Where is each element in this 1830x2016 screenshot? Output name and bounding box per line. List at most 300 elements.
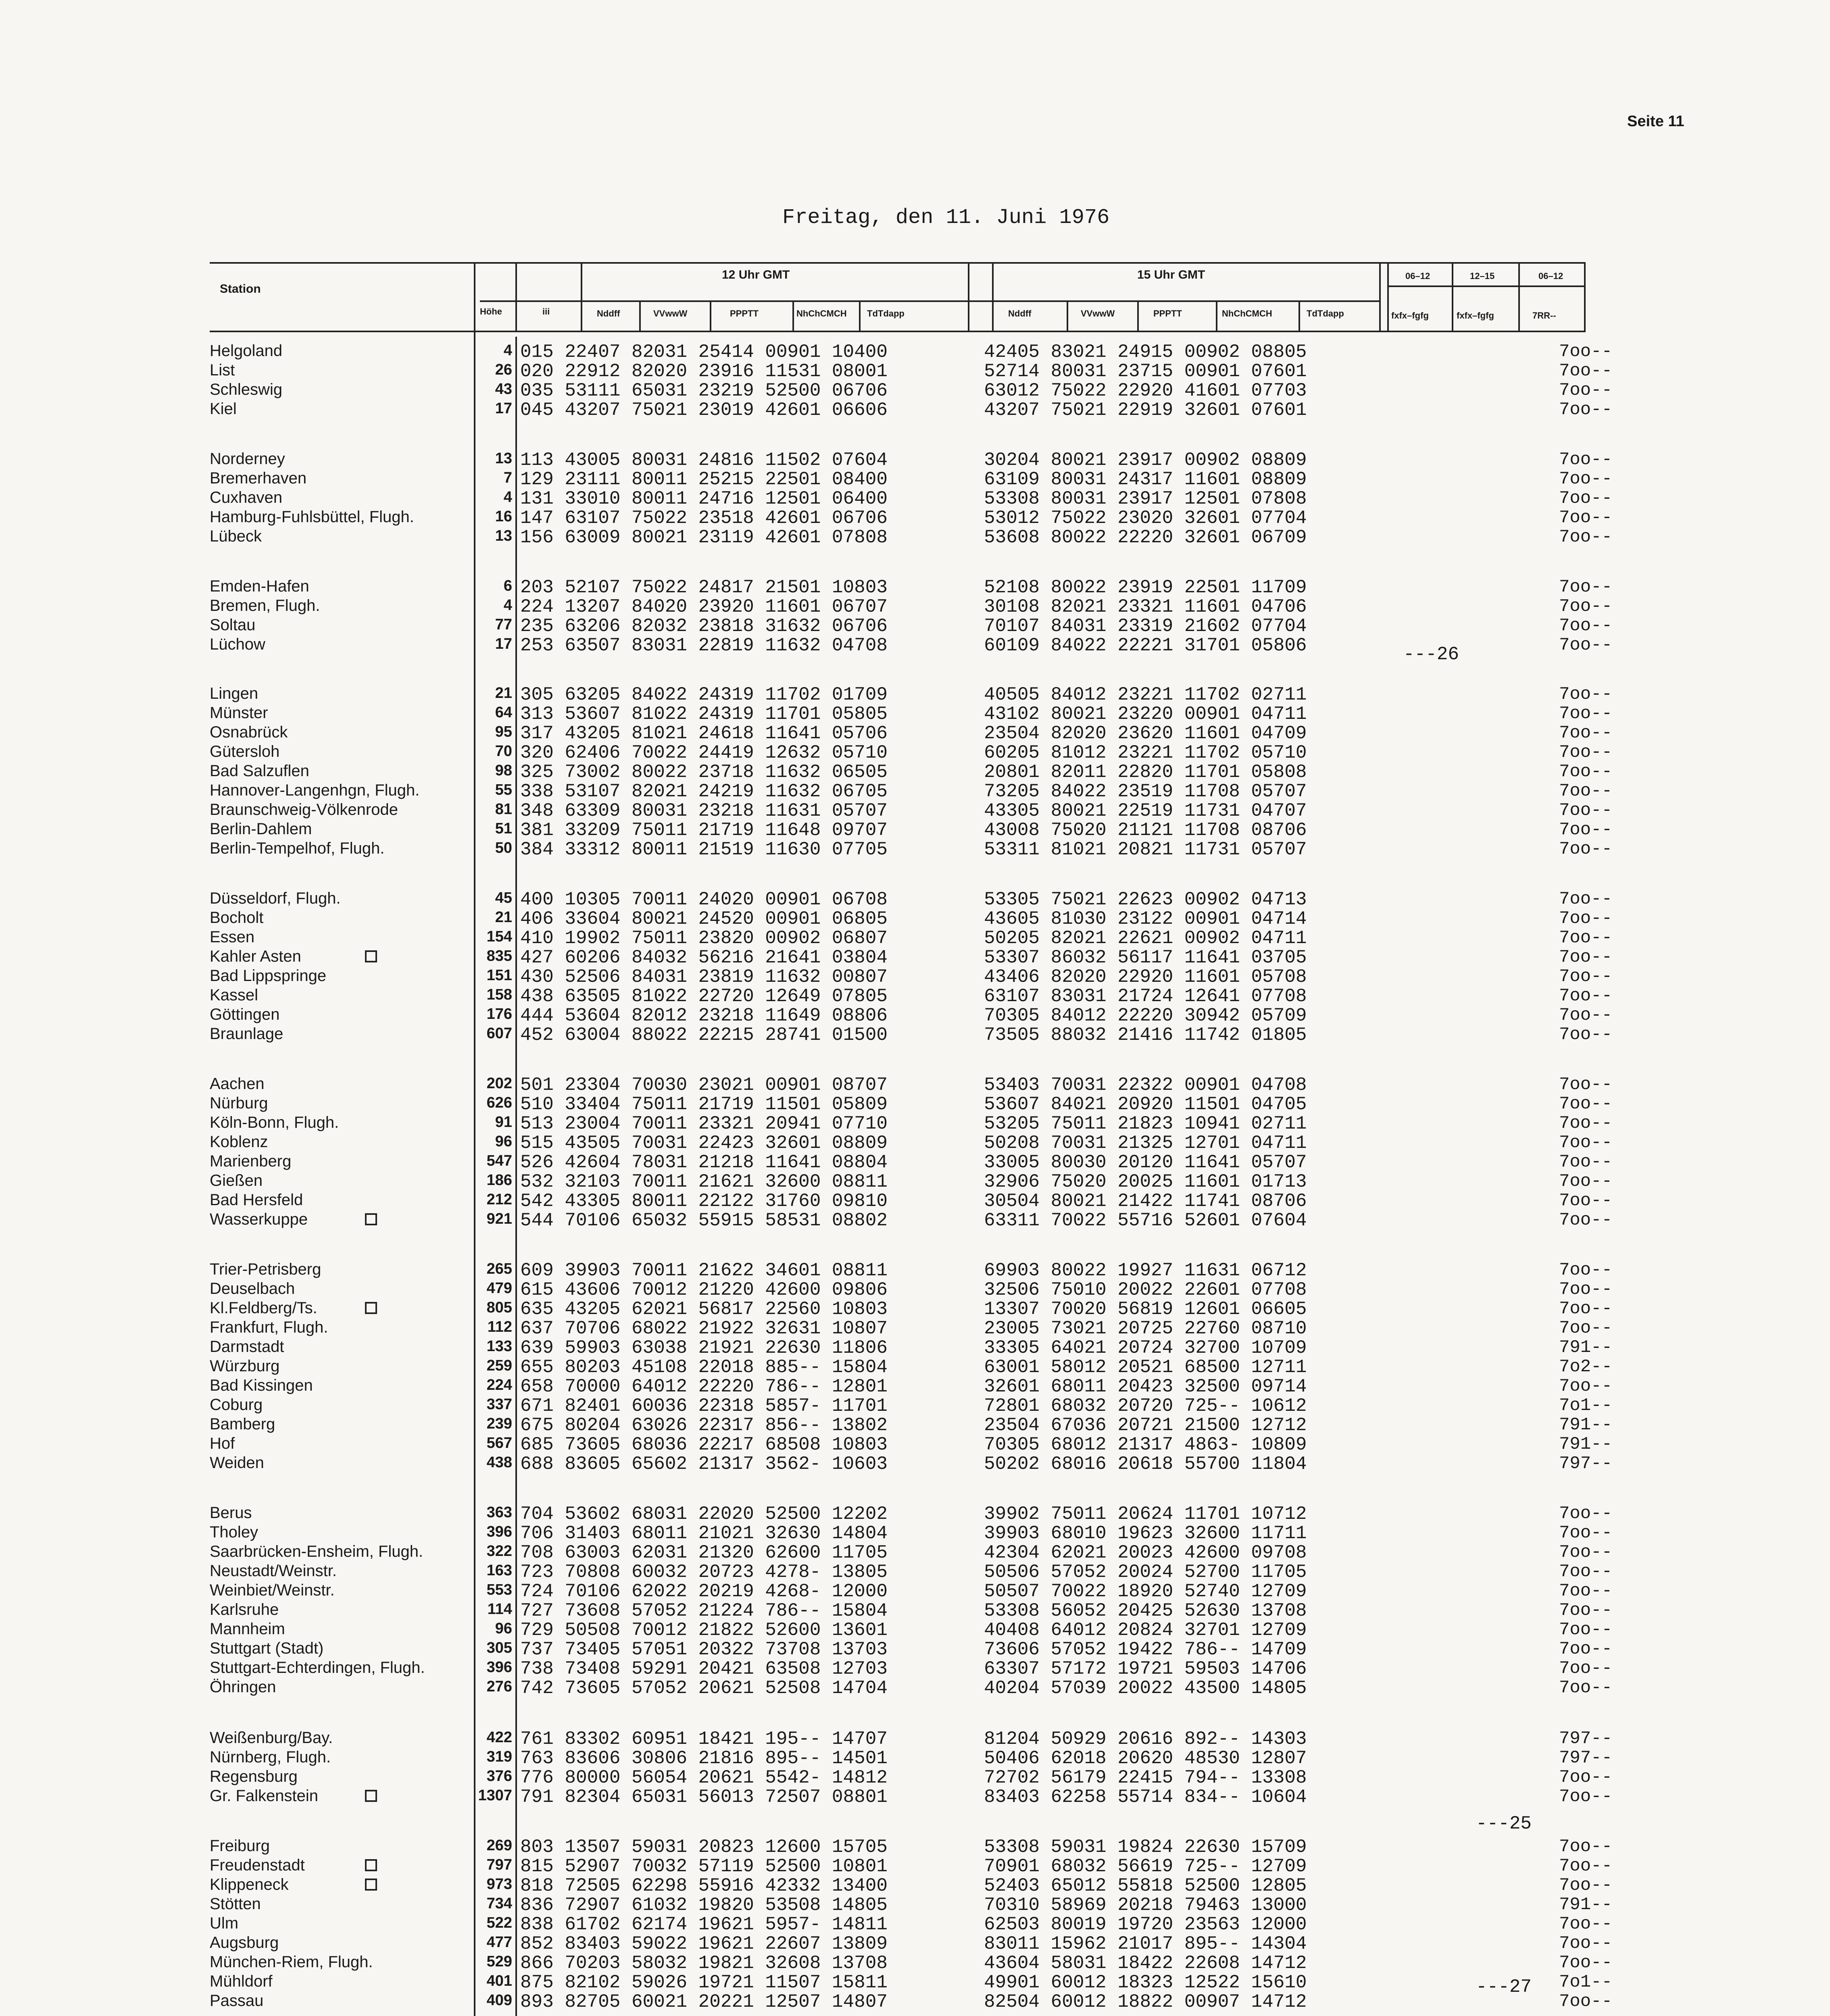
precip-group: 7oo--	[1559, 928, 1612, 948]
col12-nddff: Nddff	[597, 308, 620, 319]
station-name: Weiden	[210, 1454, 264, 1472]
precip-group: 791--	[1559, 1415, 1612, 1435]
precip-group: 7oo--	[1559, 1837, 1612, 1857]
station-height: 95	[495, 723, 512, 740]
station-height: 43	[495, 381, 512, 398]
obs-15-gmt: 50507 70022 18920 52740 12709	[984, 1581, 1307, 1602]
station-name: Osnabrück	[210, 723, 288, 741]
station-name: Gießen	[210, 1172, 263, 1189]
rain-06-12-sub: 7RR--	[1532, 310, 1556, 321]
precip-group: 7oo--	[1559, 616, 1612, 636]
obs-12-gmt: 761 83302 60951 18421 195-- 14707	[520, 1729, 888, 1749]
station-name: Freiburg	[210, 1837, 270, 1855]
station-height: 479	[486, 1280, 512, 1297]
obs-12-gmt: 035 53111 65031 23219 52500 06706	[520, 380, 888, 401]
obs-15-gmt: 63012 75022 22920 41601 07703	[984, 380, 1307, 401]
precip-group: 7oo--	[1559, 1875, 1612, 1895]
station-name: Köln-Bonn, Flugh.	[210, 1114, 339, 1131]
obs-12-gmt: 706 31403 68011 21021 32630 14804	[520, 1523, 888, 1544]
obs-15-gmt: 70305 84012 22220 30942 05709	[984, 1005, 1307, 1026]
station-height: 55	[495, 781, 512, 798]
obs-15-gmt: 39903 68010 19623 32600 11711	[984, 1523, 1307, 1544]
station-name: Gütersloh	[210, 743, 280, 760]
precip-group: 7oo--	[1559, 596, 1612, 616]
obs-15-gmt: 63107 83031 21724 12641 07708	[984, 986, 1307, 1007]
precip-group: 7oo--	[1559, 723, 1612, 743]
rain-06-12-header: 06–12	[1538, 271, 1563, 281]
station-height: 91	[495, 1114, 512, 1131]
station-name: Essen	[210, 928, 255, 946]
obs-12-gmt: 727 73608 57052 21224 786-- 15804	[520, 1600, 888, 1621]
obs-12-gmt: 723 70808 60032 20723 4278- 13805	[520, 1562, 888, 1583]
station-height: 133	[486, 1338, 512, 1355]
obs-15-gmt: 63307 57172 19721 59503 14706	[984, 1658, 1307, 1679]
obs-15-gmt: 13307 70020 56819 12601 06605	[984, 1299, 1307, 1320]
station-name: Lübeck	[210, 527, 262, 545]
station-height: 607	[486, 1025, 512, 1042]
precip-group: 791--	[1559, 1434, 1612, 1454]
station-height: 529	[486, 1953, 512, 1970]
obs-12-gmt: 708 63003 62031 21320 62600 11705	[520, 1542, 888, 1563]
precip-group: 7oo--	[1559, 1318, 1612, 1338]
station-height: 81	[495, 801, 512, 818]
open-square-icon	[365, 1859, 377, 1871]
precip-group: 7oo--	[1559, 1542, 1612, 1562]
obs-12-gmt: 348 63309 80031 23218 11631 05707	[520, 800, 888, 821]
obs-12-gmt: 317 43205 81021 24618 11641 05706	[520, 723, 888, 744]
station-height: 151	[486, 967, 512, 984]
station-height: 835	[486, 948, 512, 964]
obs-12-gmt: 615 43606 70012 21220 42600 09806	[520, 1279, 888, 1300]
station-name: Darmstadt	[210, 1338, 284, 1356]
col15-vvwww: VVwwW	[1081, 308, 1115, 319]
station-height: 734	[486, 1895, 512, 1912]
obs-12-gmt: 313 53607 81022 24319 11701 05805	[520, 704, 888, 725]
obs-12-gmt: 544 70106 65032 55915 58531 08802	[520, 1210, 888, 1231]
station-name: Hamburg-Fuhlsbüttel, Flugh.	[210, 508, 414, 526]
open-square-icon	[365, 1213, 377, 1225]
station-height: 396	[486, 1523, 512, 1540]
station-name: Augsburg	[210, 1934, 279, 1951]
precip-group: 7oo--	[1559, 781, 1612, 801]
precip-group: 7oo--	[1559, 1581, 1612, 1601]
obs-15-gmt: 49901 60012 18323 12522 15610	[984, 1972, 1307, 1993]
station-name: Braunschweig-Völkenrode	[210, 801, 398, 818]
col15-nddff: Nddff	[1008, 308, 1032, 319]
station-height: 319	[486, 1748, 512, 1765]
obs-12-gmt: 203 52107 75022 24817 21501 10803	[520, 577, 888, 598]
obs-12-gmt: 515 43505 70031 22423 32601 08809	[520, 1133, 888, 1154]
station-height: 13	[495, 527, 512, 544]
obs-12-gmt: 729 50508 70012 21822 52600 13601	[520, 1620, 888, 1641]
station-height: 376	[486, 1768, 512, 1785]
precip-group: 7oo--	[1559, 1260, 1612, 1280]
precip-group: 7oo--	[1559, 1113, 1612, 1133]
obs-12-gmt: 305 63205 84022 24319 11702 01709	[520, 684, 888, 705]
precip-group: 7oo--	[1559, 1210, 1612, 1230]
obs-12-gmt: 658 70000 64012 22220 786-- 12801	[520, 1376, 888, 1397]
station-name: Koblenz	[210, 1133, 268, 1151]
precip-group: 7oo--	[1559, 839, 1612, 859]
precip-group: 7o1--	[1559, 1395, 1612, 1416]
obs-12-gmt: 742 73605 57052 20621 52508 14704	[520, 1678, 888, 1699]
obs-15-gmt: 52108 80022 23919 22501 11709	[984, 577, 1307, 598]
obs-12-gmt: 724 70106 62022 20219 4268- 12000	[520, 1581, 888, 1602]
station-name: Karlsruhe	[210, 1601, 279, 1618]
precip-group: 7o2--	[1559, 1357, 1612, 1377]
precip-group: 7oo--	[1559, 1523, 1612, 1543]
station-name: Bremerhaven	[210, 469, 307, 487]
obs-12-gmt: 430 52506 84031 23819 11632 00807	[520, 966, 888, 987]
obs-12-gmt: 738 73408 59291 20421 63508 12703	[520, 1658, 888, 1679]
station-name: Passau	[210, 1992, 264, 2010]
station-height: 322	[486, 1543, 512, 1560]
precip-group: 7oo--	[1559, 742, 1612, 762]
precip-group: 7oo--	[1559, 361, 1612, 381]
obs-15-gmt: 32506 75010 20022 22601 07708	[984, 1279, 1307, 1300]
precip-group: 797--	[1559, 1454, 1612, 1474]
station-name: Weinbiet/Weinstr.	[210, 1581, 335, 1599]
obs-12-gmt: 320 62406 70022 24419 12632 05710	[520, 742, 888, 763]
obs-12-gmt: 224 13207 84020 23920 11601 06707	[520, 596, 888, 617]
precip-group: 797--	[1559, 1748, 1612, 1768]
obs-12-gmt: 444 53604 82012 23218 11649 08806	[520, 1005, 888, 1026]
col12-pppt: PPPTT	[730, 308, 759, 319]
obs-15-gmt: 73606 57052 19422 786-- 14709	[984, 1639, 1307, 1660]
station-height: 422	[486, 1729, 512, 1746]
obs-15-gmt: 33305 64021 20724 32700 10709	[984, 1337, 1307, 1358]
obs-15-gmt: 52714 80031 23715 00901 07601	[984, 361, 1307, 382]
station-height: 64	[495, 704, 512, 721]
precip-group: 7oo--	[1559, 527, 1612, 547]
obs-15-gmt: 50202 68016 20618 55700 11804	[984, 1454, 1307, 1475]
station-name: Bocholt	[210, 909, 264, 927]
open-square-icon	[365, 1790, 377, 1802]
obs-12-gmt: 704 53602 68031 22020 52500 12202	[520, 1504, 888, 1524]
obs-12-gmt: 513 23004 70011 23321 20941 07710	[520, 1113, 888, 1134]
station-height: 363	[486, 1504, 512, 1521]
station-name: Frankfurt, Flugh.	[210, 1318, 328, 1336]
obs-12-gmt: 406 33604 80021 24520 00901 06805	[520, 908, 888, 929]
obs-15-gmt: 53205 75011 21823 10941 02711	[984, 1113, 1307, 1134]
obs-15-gmt: 30108 82021 23321 11601 04706	[984, 596, 1307, 617]
obs-12-gmt: 156 63009 80021 23119 42601 07808	[520, 527, 888, 548]
obs-12-gmt: 838 61702 62174 19621 5957- 14811	[520, 1914, 888, 1935]
obs-15-gmt: 52403 65012 55818 52500 12805	[984, 1875, 1307, 1896]
obs-15-gmt: 50205 82021 22621 00902 04711	[984, 928, 1307, 949]
obs-15-gmt: 70107 84031 23319 21602 07704	[984, 616, 1307, 637]
precip-group: 7oo--	[1559, 1678, 1612, 1698]
iii-column-header: iii	[542, 306, 550, 317]
obs-12-gmt: 893 82705 60021 20221 12507 14807	[520, 1991, 888, 2012]
col15-clouds: NhChCMCH	[1222, 308, 1272, 319]
precip-group: 7oo--	[1559, 1767, 1612, 1787]
obs-15-gmt: 42304 62021 20023 42600 09708	[984, 1542, 1307, 1563]
station-height: 163	[486, 1562, 512, 1579]
station-height: 921	[486, 1210, 512, 1227]
obs-15-gmt: 43008 75020 21121 11708 08706	[984, 820, 1307, 841]
obs-12-gmt: 384 33312 80011 21519 11630 07705	[520, 839, 888, 860]
station-height: 522	[486, 1914, 512, 1931]
precip-group: 7oo--	[1559, 450, 1612, 470]
station-name: Regensburg	[210, 1768, 298, 1785]
station-name: Aachen	[210, 1075, 265, 1093]
precip-group: 7oo--	[1559, 800, 1612, 821]
station-height: 239	[486, 1415, 512, 1432]
station-height: 305	[486, 1639, 512, 1656]
station-height: 96	[495, 1133, 512, 1150]
obs-15-gmt: 43207 75021 22919 32601 07601	[984, 400, 1307, 421]
precip-group: 7oo--	[1559, 488, 1612, 508]
date-header: Freitag, den 11. Juni 1976	[782, 206, 1110, 229]
station-name: Cuxhaven	[210, 489, 283, 506]
precip-group: 7oo--	[1559, 342, 1612, 362]
obs-12-gmt: 655 80203 45108 22018 885-- 15804	[520, 1357, 888, 1378]
station-name: Hof	[210, 1435, 235, 1452]
precip-group: 7oo--	[1559, 1504, 1612, 1524]
obs-12-gmt: 147 63107 75022 23518 42601 06706	[520, 508, 888, 529]
obs-15-gmt: 53308 80031 23917 12501 07808	[984, 488, 1307, 509]
obs-12-gmt: 776 80000 56054 20621 5542- 14812	[520, 1767, 888, 1788]
gust-06-12-header: 06–12	[1405, 271, 1430, 281]
station-height: 7	[503, 469, 512, 486]
obs-12-gmt: 836 72907 61032 19820 53508 14805	[520, 1895, 888, 1916]
precip-group: 7oo--	[1559, 1620, 1612, 1640]
gust-12-15-header: 12–15	[1470, 271, 1495, 281]
precip-group: 7oo--	[1559, 508, 1612, 528]
station-height: 567	[486, 1435, 512, 1452]
obs-12-gmt: 129 23111 80011 25215 22501 08400	[520, 469, 888, 490]
obs-12-gmt: 818 72505 62298 55916 42332 13400	[520, 1875, 888, 1896]
obs-15-gmt: 30204 80021 23917 00902 08809	[984, 450, 1307, 471]
obs-12-gmt: 542 43305 80011 22122 31760 09810	[520, 1191, 888, 1212]
station-height: 396	[486, 1659, 512, 1676]
obs-12-gmt: 737 73405 57051 20322 73708 13703	[520, 1639, 888, 1660]
station-height: 212	[486, 1191, 512, 1208]
station-name: München-Riem, Flugh.	[210, 1953, 373, 1971]
station-name: Ulm	[210, 1914, 239, 1932]
obs-15-gmt: 73205 84022 23519 11708 05707	[984, 781, 1307, 802]
obs-12-gmt: 639 59903 63038 21921 22630 11806	[520, 1337, 888, 1358]
obs-15-gmt: 23504 82020 23620 11601 04709	[984, 723, 1307, 744]
station-name: Bad Kissingen	[210, 1377, 313, 1394]
station-height: 259	[486, 1357, 512, 1374]
station-height: 70	[495, 743, 512, 760]
station-height: 265	[486, 1260, 512, 1277]
open-square-icon	[365, 1879, 377, 1891]
precip-group: 791--	[1559, 1895, 1612, 1915]
station-name: Wasserkuppe	[210, 1210, 308, 1228]
obs-12-gmt: 452 63004 88022 22215 28741 01500	[520, 1025, 888, 1045]
obs-12-gmt: 815 52907 70032 57119 52500 10801	[520, 1856, 888, 1877]
station-height: 4	[503, 489, 512, 506]
precip-group: 7oo--	[1559, 1191, 1612, 1211]
obs-15-gmt: 53311 81021 20821 11731 05707	[984, 839, 1307, 860]
station-height: 973	[486, 1876, 512, 1893]
precip-group: 7oo--	[1559, 1279, 1612, 1300]
hoehe-column-header: Höhe	[480, 306, 502, 317]
precip-group: 7oo--	[1559, 1562, 1612, 1582]
station-height: 337	[486, 1396, 512, 1413]
obs-12-gmt: 427 60206 84032 56216 21641 03804	[520, 947, 888, 968]
obs-12-gmt: 526 42604 78031 21218 11641 08804	[520, 1152, 888, 1173]
station-name: Kiel	[210, 400, 237, 418]
station-height: 553	[486, 1581, 512, 1598]
station-name: Deuselbach	[210, 1280, 295, 1297]
obs-15-gmt: 60205 81012 23221 11702 05710	[984, 742, 1307, 763]
station-name: Gr. Falkenstein	[210, 1787, 319, 1805]
station-height: 176	[486, 1006, 512, 1023]
obs-15-gmt: 40505 84012 23221 11702 02711	[984, 684, 1307, 705]
obs-12-gmt: 685 73605 68036 22217 68508 10803	[520, 1434, 888, 1455]
obs-15-gmt: 72801 68032 20720 725-- 10612	[984, 1395, 1307, 1416]
precip-group: 7oo--	[1559, 1953, 1612, 1973]
obs-12-gmt: 015 22407 82031 25414 00901 10400	[520, 342, 888, 362]
gust-12-15-sub: fxfx–fgfg	[1457, 310, 1494, 321]
remark-value: ---27	[1476, 1976, 1532, 1997]
station-column-header: Station	[220, 282, 261, 296]
obs-15-gmt: 70305 68012 21317 4863- 10809	[984, 1434, 1307, 1455]
station-name: Göttingen	[210, 1006, 280, 1023]
station-name: Lüchow	[210, 635, 265, 653]
station-name: Helgoland	[210, 342, 283, 360]
station-name: Bremen, Flugh.	[210, 597, 320, 614]
station-name: Emden-Hafen	[210, 577, 309, 595]
obs-12-gmt: 438 63505 81022 22720 12649 07805	[520, 986, 888, 1007]
precip-group: 7oo--	[1559, 1856, 1612, 1876]
remark-value: ---25	[1476, 1813, 1532, 1834]
station-name: Saarbrücken-Ensheim, Flugh.	[210, 1543, 423, 1560]
station-name: List	[210, 361, 235, 379]
precip-group: 7oo--	[1559, 469, 1612, 489]
obs-12-gmt: 852 83403 59022 19621 22607 13809	[520, 1933, 888, 1954]
obs-15-gmt: 43604 58031 18422 22608 14712	[984, 1953, 1307, 1974]
station-name: Freudenstadt	[210, 1856, 305, 1874]
station-name: Coburg	[210, 1396, 263, 1414]
station-name: Nürnberg, Flugh.	[210, 1748, 331, 1766]
obs-12-gmt: 253 63507 83031 22819 11632 04708	[520, 635, 888, 656]
obs-12-gmt: 045 43207 75021 23019 42601 06606	[520, 400, 888, 421]
obs-12-gmt: 532 32103 70011 21621 32600 08811	[520, 1171, 888, 1192]
precip-group: 7oo--	[1559, 1075, 1612, 1095]
obs-15-gmt: 43305 80021 22519 11731 04707	[984, 800, 1307, 821]
obs-12-gmt: 325 73002 80022 23718 11632 06505	[520, 762, 888, 783]
gust-06-12-sub: fxfx–fgfg	[1391, 310, 1429, 321]
gmt12-header: 12 Uhr GMT	[722, 268, 790, 281]
obs-15-gmt: 53403 70031 22322 00901 04708	[984, 1075, 1307, 1095]
obs-15-gmt: 43605 81030 23122 00901 04714	[984, 908, 1307, 929]
station-height: 1307	[478, 1787, 512, 1804]
precip-group: 7oo--	[1559, 380, 1612, 400]
obs-15-gmt: 81204 50929 20616 892-- 14303	[984, 1729, 1307, 1749]
precip-group: 7oo--	[1559, 1658, 1612, 1679]
station-height: 16	[495, 508, 512, 525]
col12-clouds: NhChCMCH	[796, 308, 847, 319]
station-name: Würzburg	[210, 1357, 280, 1375]
col15-pppt: PPPTT	[1153, 308, 1182, 319]
obs-12-gmt: 866 70203 58032 19821 32608 13708	[520, 1953, 888, 1974]
station-height: 4	[503, 342, 512, 359]
obs-15-gmt: 53308 59031 19824 22630 15709	[984, 1837, 1307, 1858]
station-name: Marienberg	[210, 1152, 292, 1170]
precip-group: 7oo--	[1559, 1152, 1612, 1172]
station-name: Kl.Feldberg/Ts.	[210, 1299, 317, 1317]
precip-group: 7oo--	[1559, 684, 1612, 704]
station-name: Öhringen	[210, 1678, 276, 1696]
station-name: Lingen	[210, 685, 258, 702]
station-name: Braunlage	[210, 1025, 283, 1043]
precip-group: 7oo--	[1559, 947, 1612, 967]
precip-group: 7oo--	[1559, 1376, 1612, 1396]
obs-15-gmt: 50208 70031 21325 12701 04711	[984, 1133, 1307, 1154]
obs-15-gmt: 63109 80031 24317 11601 08809	[984, 469, 1307, 490]
station-height: 547	[486, 1152, 512, 1169]
obs-15-gmt: 83403 62258 55714 834-- 10604	[984, 1787, 1307, 1808]
station-height: 51	[495, 820, 512, 837]
obs-12-gmt: 510 33404 75011 21719 11501 05809	[520, 1094, 888, 1115]
station-height: 45	[495, 889, 512, 906]
obs-12-gmt: 501 23304 70030 23021 00901 08707	[520, 1075, 888, 1095]
obs-12-gmt: 235 63206 82032 23818 31632 06706	[520, 616, 888, 637]
open-square-icon	[365, 950, 377, 962]
station-name: Tholey	[210, 1523, 258, 1541]
obs-12-gmt: 400 10305 70011 24020 00901 06708	[520, 889, 888, 910]
station-name: Bamberg	[210, 1415, 275, 1433]
station-name: Düsseldorf, Flugh.	[210, 889, 341, 907]
obs-15-gmt: 53607 84021 20920 11501 04705	[984, 1094, 1307, 1115]
station-height: 96	[495, 1620, 512, 1637]
station-height: 50	[495, 839, 512, 856]
station-name: Mannheim	[210, 1620, 285, 1638]
precip-group: 7oo--	[1559, 1787, 1612, 1807]
col12-dewpoint: TdTdapp	[867, 308, 905, 319]
station-name: Klippeneck	[210, 1876, 289, 1893]
station-height: 626	[486, 1094, 512, 1111]
station-height: 805	[486, 1299, 512, 1316]
station-name: Bad Lippspringe	[210, 967, 327, 985]
station-name: Schleswig	[210, 381, 283, 398]
precip-group: 7oo--	[1559, 1094, 1612, 1114]
obs-15-gmt: 40408 64012 20824 32701 12709	[984, 1620, 1307, 1641]
obs-15-gmt: 63001 58012 20521 68500 12711	[984, 1357, 1307, 1378]
precip-group: 7oo--	[1559, 704, 1612, 724]
precip-group: 7oo--	[1559, 1005, 1612, 1025]
obs-15-gmt: 30504 80021 21422 11741 08706	[984, 1191, 1307, 1212]
station-name: Münster	[210, 704, 268, 722]
precip-group: 7oo--	[1559, 820, 1612, 840]
obs-12-gmt: 131 33010 80011 24716 12501 06400	[520, 488, 888, 509]
obs-12-gmt: 381 33209 75011 21719 11648 09707	[520, 820, 888, 841]
station-name: Hannover-Langenhgn, Flugh.	[210, 781, 420, 799]
obs-12-gmt: 020 22912 82020 23916 11531 08001	[520, 361, 888, 382]
precip-group: 7oo--	[1559, 400, 1612, 420]
precip-group: 7oo--	[1559, 1933, 1612, 1954]
station-name: Nürburg	[210, 1094, 268, 1112]
precip-group: 7oo--	[1559, 577, 1612, 597]
obs-15-gmt: 70901 68032 56619 725-- 12709	[984, 1856, 1307, 1877]
obs-12-gmt: 688 83605 65602 21317 3562- 10603	[520, 1454, 888, 1475]
station-height: 154	[486, 928, 512, 945]
station-name: Trier-Petrisberg	[210, 1260, 321, 1278]
obs-15-gmt: 70310 58969 20218 79463 13000	[984, 1895, 1307, 1916]
precip-group: 7oo--	[1559, 635, 1612, 655]
station-height: 797	[486, 1856, 512, 1873]
station-name: Norderney	[210, 450, 285, 468]
station-height: 158	[486, 986, 512, 1003]
obs-15-gmt: 53307 86032 56117 11641 03705	[984, 947, 1307, 968]
obs-12-gmt: 410 19902 75011 23820 00902 06807	[520, 928, 888, 949]
station-name: Stuttgart (Stadt)	[210, 1639, 324, 1657]
